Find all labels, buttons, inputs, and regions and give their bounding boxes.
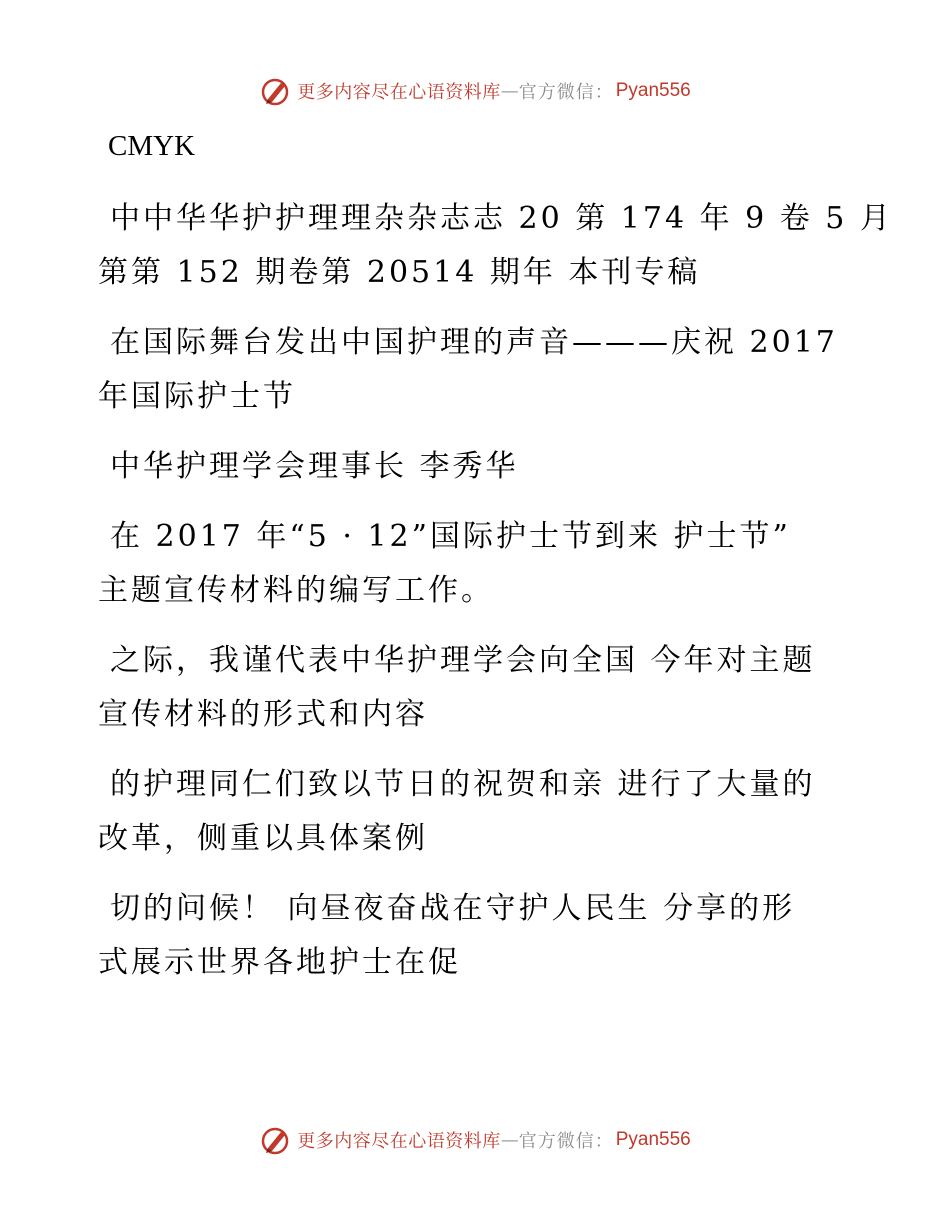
wechat-account: Pyan556 xyxy=(615,1129,691,1150)
separator-dash: — xyxy=(500,1129,519,1151)
paragraph-line: 改革，侧重以具体案例 xyxy=(98,821,428,856)
site-name: 更多内容尽在心语资料库 xyxy=(297,82,501,103)
paragraph-line: 在 2017 年“5 · 12”国际护士节到来 护士节” xyxy=(110,519,791,554)
paragraph xyxy=(98,440,868,494)
paragraph-line: 宣传材料的形式和内容 xyxy=(98,697,428,732)
paragraph-line: 切的问候！ 向昼夜奋战在守护人民生 分享的形 xyxy=(110,891,796,926)
paragraph-line: 的护理同仁们致以节日的祝贺和亲 进行了大量的 xyxy=(110,767,816,802)
paragraph xyxy=(98,510,868,618)
paragraph-line: 式展示世界各地护士在促 xyxy=(98,945,461,980)
paragraph-line: 中中华华护护理理杂杂志志 20 第 174 年 9 卷 5 月 xyxy=(110,201,893,236)
cmyk-label: CMYK xyxy=(108,130,196,162)
wechat-label: 官方微信： xyxy=(518,1131,614,1152)
paragraph xyxy=(98,634,868,742)
footer-banner xyxy=(0,1120,950,1160)
paragraph-line: 中华护理学会理事长 李秀华 xyxy=(110,449,519,484)
paragraph-line: 年国际护士节 xyxy=(98,379,296,414)
paragraph xyxy=(98,192,893,300)
paragraph xyxy=(98,758,868,866)
paragraph-line: 之际，我谨代表中华护理学会向全国 今年对主题 xyxy=(110,643,816,678)
site-name: 更多内容尽在心语资料库 xyxy=(297,1131,501,1152)
pen-logo-icon xyxy=(259,75,291,107)
pen-logo-icon xyxy=(259,1124,291,1156)
paragraph-line: 主题宣传材料的编写工作。 xyxy=(98,573,494,608)
paragraph-line: 第第 152 期卷第 20514 期年 本刊专稿 xyxy=(98,255,701,290)
separator-dash: — xyxy=(500,80,519,102)
paragraph-line: 在国际舞台发出中国护理的声音———庆祝 2017 xyxy=(110,325,838,360)
wechat-label: 官方微信： xyxy=(518,82,614,103)
paragraph xyxy=(98,316,868,424)
header-banner xyxy=(0,71,950,111)
paragraph xyxy=(98,882,868,990)
wechat-account: Pyan556 xyxy=(615,80,691,101)
document-body xyxy=(98,122,893,1006)
